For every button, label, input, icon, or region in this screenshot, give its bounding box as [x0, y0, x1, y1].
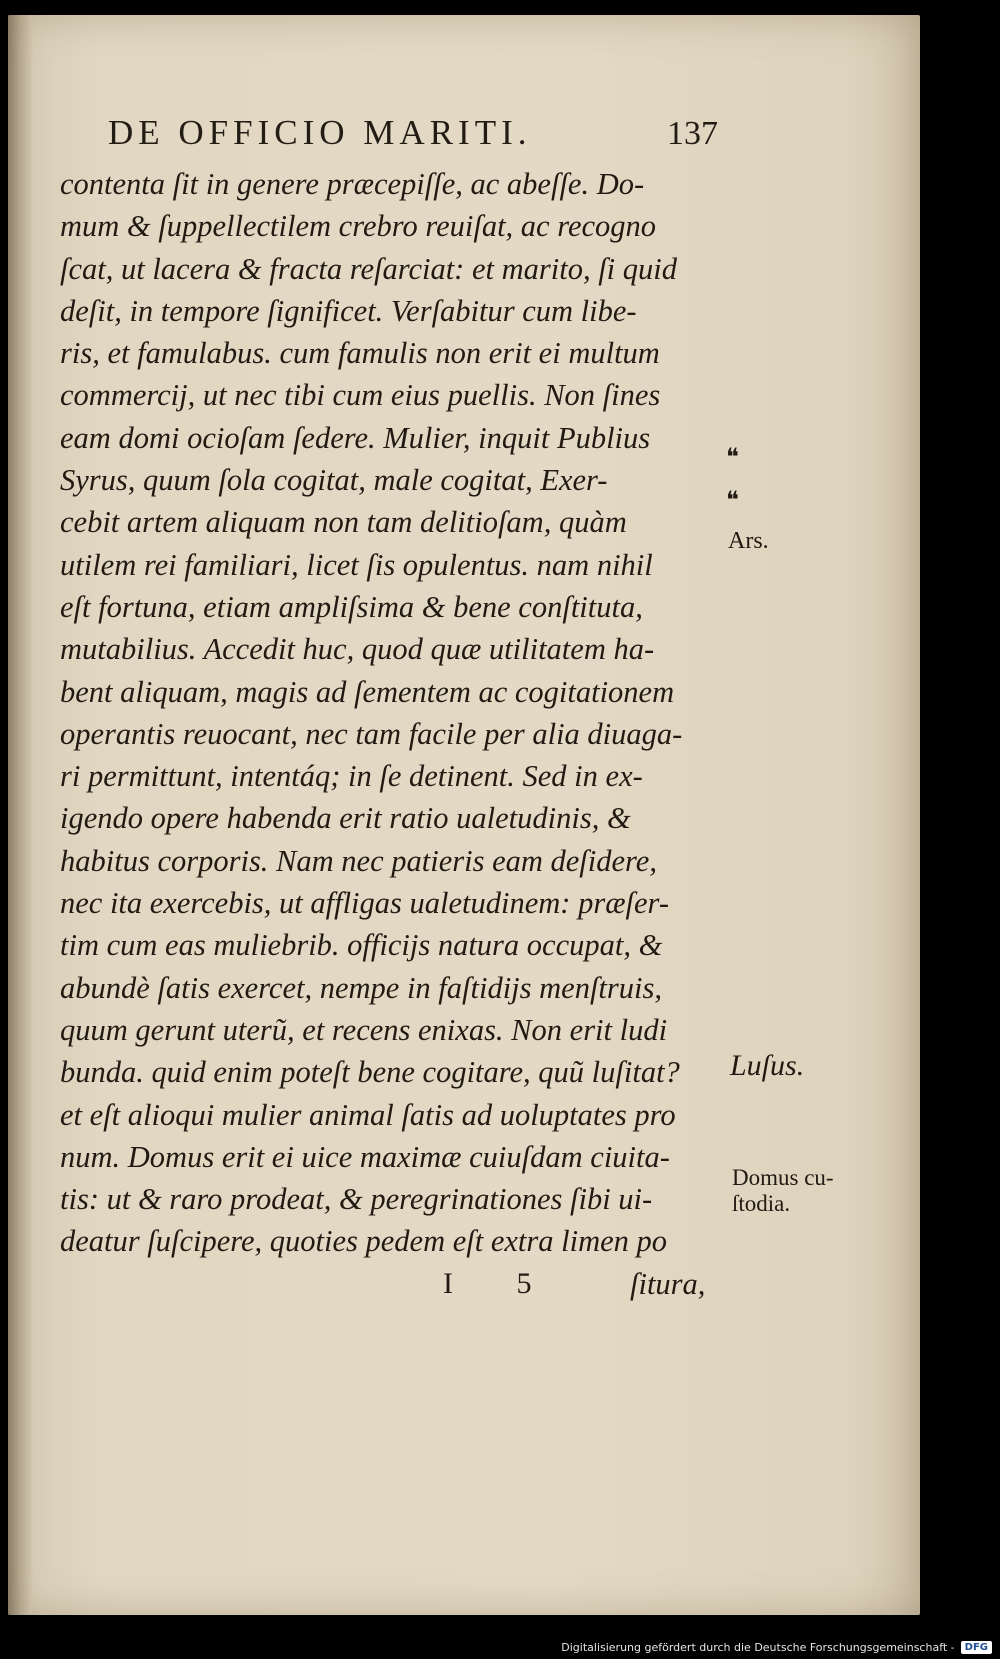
text-line: deſit, in tempore ſignificet. Verſabitur cum libe- — [60, 293, 637, 328]
margin-note-domus — [732, 1165, 834, 1217]
text-line: deatur ſuſcipere, quoties pedem eſt extra limen po — [60, 1224, 668, 1259]
text-line: nec ita exercebis, ut affligas ualetudinem: præſer- — [60, 886, 669, 921]
margin-note-domus-line1: Domus cu- — [732, 1165, 834, 1190]
text-line: abundè ſatis exercet, nempe in faſtidijs menſtruis, — [60, 970, 662, 1005]
text-line: operantis reuocant, nec tam facile per alia diuaga- — [60, 716, 683, 751]
text-line: eam domi ocioſam ſedere. Mulier, inquit Publius — [60, 420, 651, 455]
text-line: ſcat, ut lacera & fracta reſarciat: et marito, ſi quid — [60, 251, 677, 286]
text-line: commercij, ut nec tibi cum eius puellis. Non ſines — [60, 378, 661, 413]
body-text — [60, 163, 720, 1305]
margin-note-lusus: Luſus. — [730, 1049, 805, 1082]
page-spine-shadow — [8, 15, 32, 1615]
text-line: contenta ſit in genere præcepiſſe, ac abeſſe. Do- — [60, 167, 645, 201]
text-line: et eſt alioqui mulier animal ſatis ad uoluptates pro — [60, 1097, 676, 1132]
text-line: Syrus, quum ſola cogitat, male cogitat, Exer- — [60, 463, 608, 498]
running-title: DE OFFICIO MARITI. — [108, 113, 532, 152]
margin-note-ars: Ars. — [728, 528, 769, 554]
book-page — [8, 15, 920, 1615]
text-line: cebit artem aliquam non tam delitioſam, quàm — [60, 505, 627, 540]
text-line: quum gerunt uterũ, et recens enixas. Non erit ludi — [60, 1012, 668, 1047]
catchword: ſitura, — [630, 1266, 706, 1301]
text-line: ri permittunt, intentáq; in ſe detinent. Sed in ex- — [60, 759, 643, 794]
text-line: habitus corporis. Nam nec patieris eam deſidere, — [60, 843, 657, 878]
text-line: num. Domus erit ei uice maximæ cuiuſdam ciuita- — [60, 1139, 670, 1174]
text-line: ris, et famulabus. cum famulis non erit ei multum — [60, 336, 660, 371]
text-line: tis: ut & raro prodeat, & peregrinationes ſibi ui- — [60, 1182, 653, 1217]
text-line: bunda. quid enim poteſt bene cogitare, quũ luſitat? — [60, 1055, 680, 1090]
text-line: tim cum eas muliebrib. officijs natura occupat, & — [60, 928, 663, 963]
dfg-logo: DFG — [961, 1641, 992, 1654]
funding-credit: Digitalisierung gefördert durch die Deutsche Forschungsgemeinschaft - — [561, 1640, 955, 1654]
text-line: igendo opere habenda erit ratio ualetudinis, & — [60, 801, 631, 836]
page-header — [108, 105, 718, 165]
text-line: bent aliquam, magis ad ſementem ac cogitationem — [60, 674, 675, 709]
signature-mark: I 5 — [443, 1266, 560, 1300]
digitization-footer — [0, 1635, 1000, 1659]
text-line: mum & ſuppellectilem crebro reuiſat, ac recogno — [60, 209, 657, 244]
text-line: eſt fortuna, etiam ampliſsima & bene conſtituta, — [60, 589, 643, 624]
margin-quote-mark: ❝ — [726, 488, 739, 514]
text-line: mutabilius. Accedit huc, quod quæ utilitatem ha- — [60, 632, 655, 667]
text-line: utilem rei familiari, licet ſis opulentus. nam nihil — [60, 547, 653, 582]
margin-quote-mark: ❝ — [726, 445, 739, 471]
signature-line — [60, 1263, 720, 1305]
margin-note-domus-line2: ſtodia. — [732, 1191, 791, 1216]
page-number: 137 — [667, 115, 718, 152]
